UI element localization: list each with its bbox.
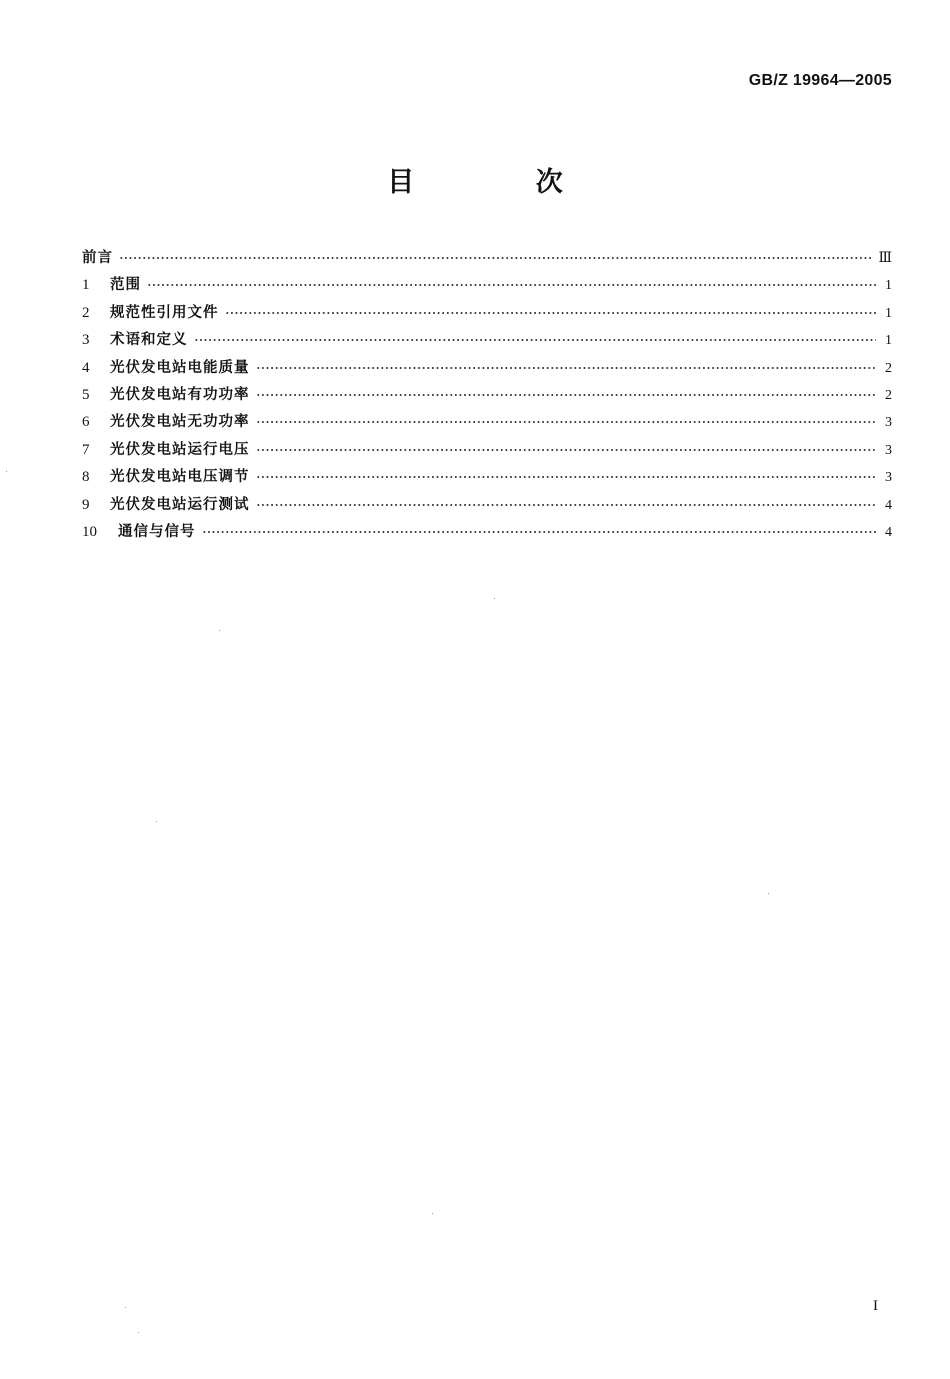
toc-entry-label: 范围 [110,277,141,294]
toc-entry-page: 3 [885,442,892,458]
toc-entry-label: 光伏发电站运行电压 [110,441,250,458]
scan-speck [768,893,769,894]
scan-speck [156,821,157,822]
toc-entry-number: 2 [82,304,90,321]
toc-entry-page: 1 [885,305,892,321]
page-number: I [873,1298,878,1314]
toc-entry-page: 1 [885,278,892,294]
toc-entry-1[interactable] [82,272,892,299]
toc-entry-label: 前言 [82,250,113,266]
toc-entry-number: 10 [82,523,97,540]
toc-entry-label: 光伏发电站有功功率 [110,386,250,403]
toc-entry-number: 5 [82,386,90,403]
toc-leader-dots [256,476,877,478]
toc-entry-foreword[interactable] [82,245,892,272]
toc-entry-label: 光伏发电站电压调节 [110,469,250,486]
toc-leader-dots [225,312,877,314]
toc-title: 目 次 [387,167,619,198]
toc-entry-10[interactable] [82,519,892,546]
toc-entry-number: 6 [82,414,90,431]
toc-leader-dots [202,531,877,533]
toc-entry-number: 9 [82,496,90,513]
toc-entry-5[interactable] [82,382,892,409]
toc-entry-2[interactable] [82,300,892,327]
toc-entry-number: 8 [82,469,90,486]
toc-entry-page: 2 [885,387,892,403]
toc-entry-page: 3 [885,415,892,431]
toc-leader-dots [256,421,877,423]
toc-leader-dots [256,394,877,396]
toc-leader-dots [256,504,877,506]
scan-speck [138,1332,139,1333]
toc-entry-number: 4 [82,359,90,376]
toc-entry-page: 1 [885,333,892,349]
toc-entry-4[interactable] [82,355,892,382]
toc-entry-page: 4 [885,524,892,540]
toc-leader-dots [147,284,876,286]
toc-entry-label: 规范性引用文件 [110,304,219,321]
toc-leader-dots [256,367,877,369]
toc-entry-6[interactable] [82,409,892,436]
scan-speck [494,598,495,599]
standard-code: GB/Z 19964—2005 [748,72,892,89]
toc-entry-label: 光伏发电站无功功率 [110,414,250,431]
toc-entry-page: 4 [885,497,892,513]
toc-entry-page: 3 [885,470,892,486]
scan-speck [432,1213,433,1214]
scan-speck [125,1307,126,1308]
toc-entry-page: Ⅲ [878,251,892,266]
toc-entry-number: 7 [82,441,90,458]
scan-speck [6,471,7,472]
toc-entry-7[interactable] [82,437,892,464]
toc-entry-label: 术语和定义 [110,332,188,349]
toc-entry-9[interactable] [82,492,892,519]
toc-entry-page: 2 [885,360,892,376]
toc-entry-label: 光伏发电站运行测试 [110,496,250,513]
toc-leader-dots [194,339,877,341]
scan-speck [219,630,220,631]
toc-entry-number: 3 [82,332,90,349]
toc-leader-dots [256,449,877,451]
toc-entry-8[interactable] [82,464,892,491]
toc-entry-number: 1 [82,277,90,294]
toc-entry-label: 光伏发电站电能质量 [110,359,250,376]
toc-entry-3[interactable] [82,327,892,354]
toc-entry-label: 通信与信号 [118,523,196,540]
table-of-contents [82,245,892,546]
toc-leader-dots [119,257,872,259]
